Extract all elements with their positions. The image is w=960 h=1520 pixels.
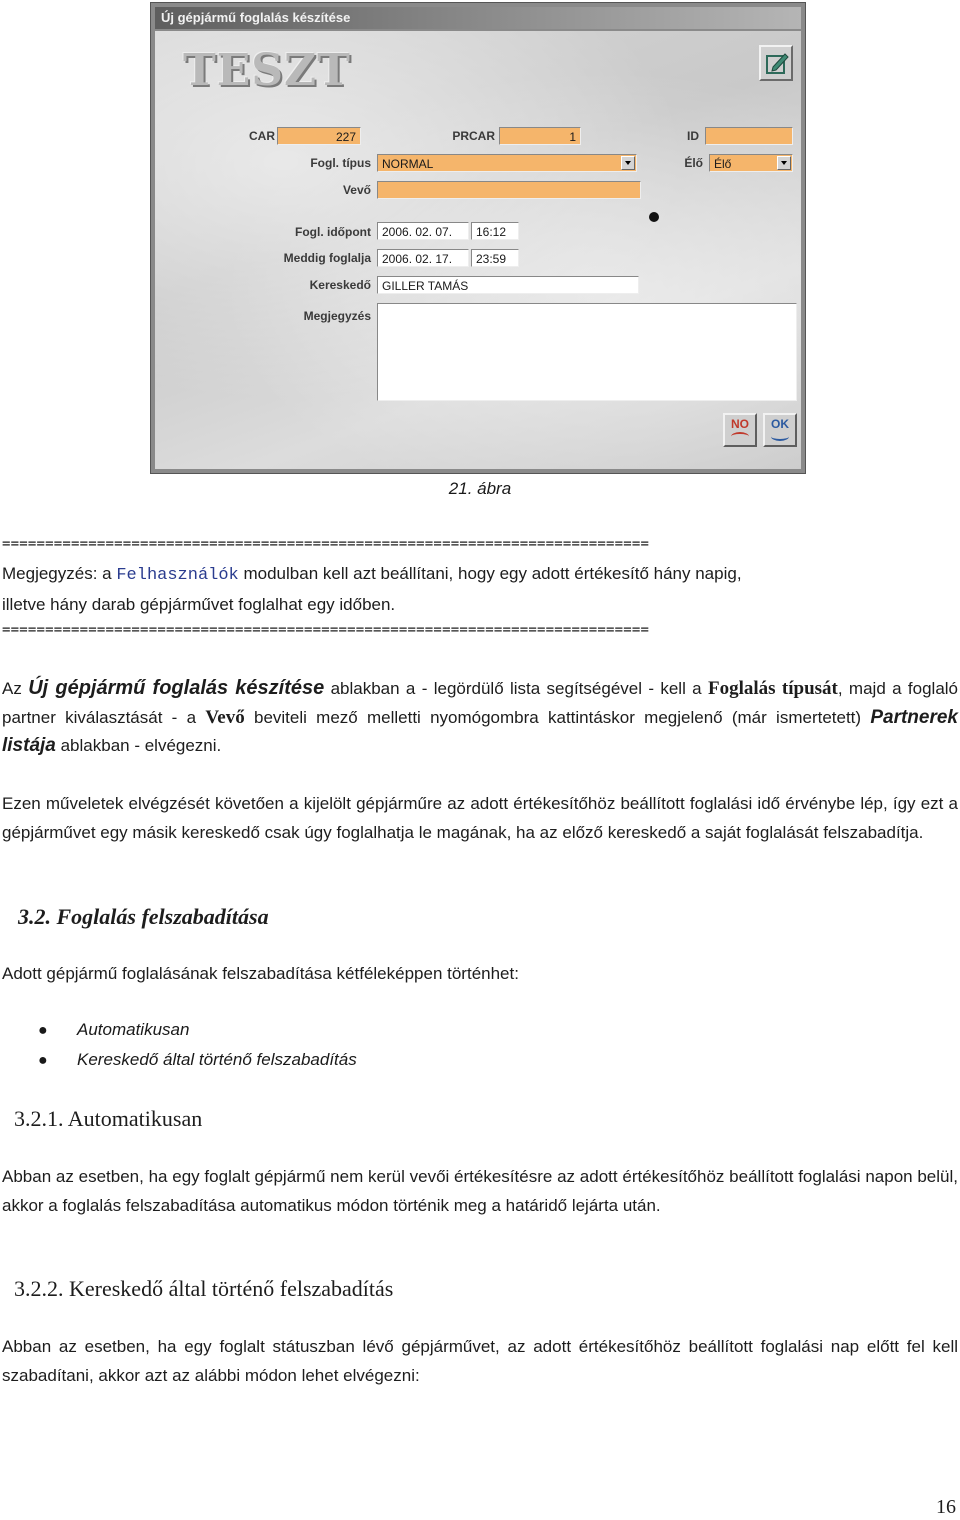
note-line1-rest: modulban kell azt beállítani, hogy egy adott értékesítő hány napig, [238, 564, 742, 583]
fogl-idopont-time-field[interactable]: 16:12 [471, 222, 519, 240]
foglalas-tipus-ref: Foglalás típusát [707, 678, 838, 699]
megjegyzes-textarea[interactable] [377, 303, 797, 401]
para1-t4: beviteli mező melletti nyomógombra kattintáskor megjelenő (már ismertetett) [244, 707, 871, 727]
no-button-label: NO [731, 417, 749, 431]
no-button[interactable] [723, 413, 757, 447]
fogl-idopont-label: Fogl. időpont [295, 225, 371, 239]
megjegyzes-label: Megjegyzés [303, 309, 371, 323]
booking-window-screenshot [150, 2, 806, 474]
section-heading-3-2: 3.2. Foglalás felszabadítása [18, 904, 269, 929]
teszt-logo: TESZT [183, 45, 351, 96]
bullet-item: Kereskedő által történő felszabadítás [77, 1050, 357, 1069]
note-prefix: Megjegyzés: a [2, 564, 117, 583]
elo-select[interactable] [709, 154, 793, 172]
fogl-tipus-value: NORMAL [382, 157, 434, 171]
module-name: Felhasználók [116, 566, 239, 585]
prcar-label: PRCAR [452, 129, 495, 143]
ok-button-label: OK [771, 417, 789, 431]
window-name-ref: Új gépjármű foglalás készítése [28, 677, 325, 699]
pencil-edit-icon [765, 51, 789, 75]
window-titlebar [155, 7, 801, 29]
kereskedo-field[interactable]: GILLER TAMÁS [377, 276, 639, 294]
id-label: ID [687, 129, 699, 143]
prcar-field[interactable]: 1 [499, 127, 581, 145]
window-body [155, 31, 801, 469]
meddig-date-field[interactable]: 2006. 02. 17. [377, 249, 469, 267]
elo-label: Élő [684, 156, 703, 170]
fogl-tipus-select[interactable] [377, 154, 637, 172]
partnerek-listaja-ref: Partnerek listája [2, 706, 958, 756]
note-line2: illetve hány darab gépjárművet foglalhat egy időben. [2, 594, 396, 614]
para1-t1: Az [2, 679, 29, 698]
fogl-idopont-date-field[interactable]: 2006. 02. 07. [377, 222, 469, 240]
vevo-field[interactable] [377, 181, 641, 199]
partner-select-button[interactable] [649, 212, 659, 222]
figure-caption: 21. ábra [448, 479, 512, 498]
bullet-icon: ● [38, 1052, 48, 1069]
chevron-down-icon[interactable] [621, 156, 635, 170]
vevo-label: Vevő [342, 183, 371, 197]
meddig-label: Meddig foglalja [283, 251, 371, 265]
smile-icon [771, 432, 789, 441]
frown-icon [731, 432, 749, 441]
section-heading-3-2-1: 3.2.1. Automatikusan [14, 1106, 203, 1131]
window-title: Új gépjármű foglalás készítése [161, 10, 351, 25]
page-number: 16 [936, 1496, 956, 1518]
id-field[interactable] [705, 127, 793, 145]
edit-button[interactable] [759, 45, 793, 81]
bullet-icon: ● [38, 1022, 48, 1039]
note-paragraph [2, 560, 958, 619]
para1-t3: , majd a foglaló partner kiválasztását - a [2, 679, 959, 727]
para1-t2: ablakban a - legördülő lista segítségével - kell a [324, 679, 708, 698]
ok-button[interactable] [763, 413, 797, 447]
paragraph-4: Abban az esetben, ha egy foglalt gépjármű nem kerül vevői értékesítésre az adott értékesítőhöz beállított foglalási napon belül, akkor a foglalás felszabadítása automatikus módon történik meg a határidő lejárta után. [2, 1167, 958, 1215]
fogl-tipus-label: Fogl. típus [310, 156, 371, 170]
para1-t5: ablakban - elvégezni. [55, 736, 222, 755]
paragraph-5: Abban az esetben, ha egy foglalt státuszban lévő gépjárművet, az adott értékesítőhöz beállított foglalási nap előtt fel kell szabadítani, akkor azt az alábbi módon lehet elvégezni: [2, 1337, 958, 1385]
paragraph-2: Ezen műveletek elvégzését követően a kijelölt gépjárműre az adott értékesítőhöz beállított foglalási idő érvénybe lép, így ezt a gépjárművet egy másik kereskedő csak úgy foglalhatja le magának, ha az előző kereskedő a saját foglalását felszabadítja. [2, 794, 958, 842]
elo-value: Élő [714, 157, 732, 171]
paragraph-1 [2, 674, 958, 761]
kereskedo-label: Kereskedő [309, 278, 371, 292]
car-field[interactable]: 227 [277, 127, 361, 145]
car-label: CAR [249, 129, 275, 143]
paragraph-3: Adott gépjármű foglalásának felszabadítása kétféleképpen történhet: [2, 964, 519, 983]
section-heading-3-2-2: 3.2.2. Kereskedő által történő felszabadítás [14, 1276, 394, 1301]
vevo-ref: Vevő [205, 706, 245, 728]
chevron-down-icon[interactable] [777, 156, 791, 170]
separator-line: =========================================================================== [2, 536, 650, 552]
meddig-time-field[interactable]: 23:59 [471, 249, 519, 267]
separator-line: =========================================================================== [2, 622, 650, 638]
bullet-item: Automatikusan [77, 1020, 190, 1039]
